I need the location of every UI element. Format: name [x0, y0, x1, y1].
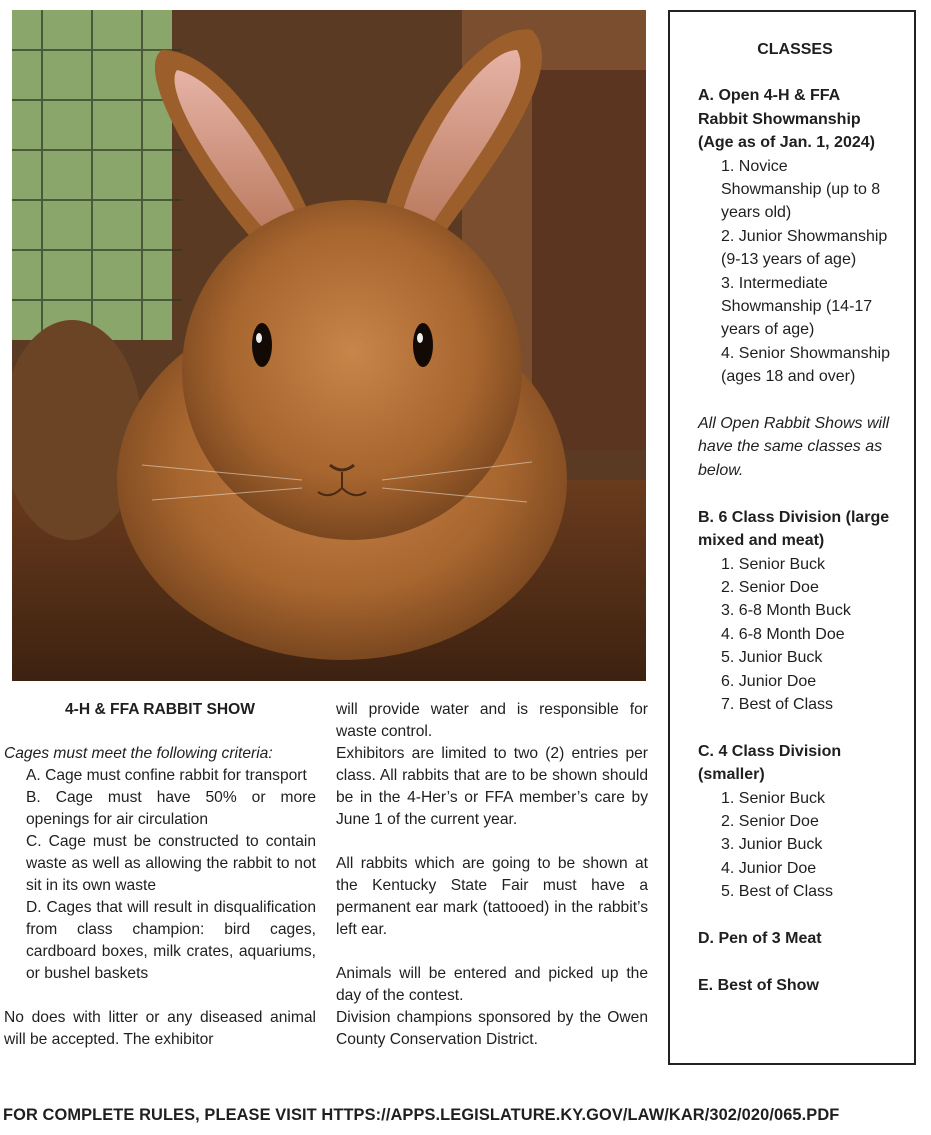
pickup-paragraph: Animals will be entered and picked up the day of the contest. — [336, 965, 648, 1004]
class-item: 2. Senior Doe — [721, 812, 819, 830]
classes-box — [668, 10, 916, 1065]
criteria-item: B. Cage must have 50% or more openings for air circulation — [26, 789, 316, 828]
open-shows-note: All Open Rabbit Shows will have the same classes as below. — [698, 415, 890, 479]
class-item: 1. Senior Buck — [721, 555, 826, 573]
class-item: 2. Junior Showmanship (9-13 years of age) — [721, 227, 888, 269]
criteria-item: D. Cages that will result in disqualification from class champion: bird cages, cardboard boxes, milk crates, aquariums, or bushel baskets — [26, 899, 316, 982]
show-title: 4-H & FFA RABBIT SHOW — [64, 701, 255, 718]
rabbit-show-left-column — [4, 699, 316, 1051]
criteria-list — [4, 765, 316, 985]
sponsor-paragraph: Division champions sponsored by the Owen County Conservation District. — [336, 1009, 648, 1048]
rabbit-photo-icon — [12, 10, 646, 681]
classes-title: CLASSES — [757, 41, 833, 58]
ear-mark-paragraph: All rabbits which are going to be shown at the Kentucky State Fair must have a permanent ear mark (tattooed) in the rabbit’s left ear. — [336, 855, 648, 938]
class-item: 3. Junior Buck — [721, 836, 823, 854]
criteria-intro: Cages must meet the following criteria: — [4, 745, 273, 762]
class-item: 3. Intermediate Showmanship (14-17 years of age) — [721, 274, 873, 339]
rabbit-photo — [12, 10, 646, 681]
section-b-heading: B. 6 Class Division (large mixed and meat) — [698, 508, 890, 550]
section-d-heading: D. Pen of 3 Meat — [698, 929, 822, 947]
class-item: 4. 6-8 Month Doe — [721, 625, 845, 643]
class-item: 4. Junior Doe — [721, 859, 817, 877]
rabbit-show-right-column — [336, 699, 648, 1051]
class-item: 6. Junior Doe — [721, 672, 817, 690]
section-e-heading: E. Best of Show — [698, 976, 819, 994]
class-item: 1. Novice Showmanship (up to 8 years old) — [721, 157, 881, 222]
class-item: 5. Junior Buck — [721, 649, 823, 667]
class-item: 2. Senior Doe — [721, 578, 819, 596]
criteria-item: C. Cage must be constructed to contain waste as well as allowing the rabbit to not sit in its own waste — [26, 833, 316, 894]
class-item: 5. Best of Class — [721, 883, 834, 901]
class-item: 4. Senior Showmanship (ages 18 and over) — [721, 344, 890, 386]
class-item: 3. 6-8 Month Buck — [721, 602, 851, 620]
continuation-paragraph: will provide water and is responsible for waste control. — [336, 701, 648, 740]
rules-footer: FOR COMPLETE RULES, PLEASE VISIT HTTPS://APPS.LEGISLATURE.KY.GOV/LAW/KAR/302/020/065.PDF — [3, 1106, 840, 1124]
entries-limit-paragraph: Exhibitors are limited to two (2) entries per class. All rabbits that are to be shown should be in the 4-Her’s or FFA member’s care by June 1 of the current year. — [336, 745, 648, 828]
criteria-item: A. Cage must confine rabbit for transport — [26, 767, 307, 784]
class-item: 1. Senior Buck — [721, 789, 826, 807]
section-c-heading: C. 4 Class Division (smaller) — [698, 742, 842, 784]
section-a-heading: A. Open 4-H & FFA Rabbit Showmanship (Age as of Jan. 1, 2024) — [698, 87, 875, 152]
class-item: 7. Best of Class — [721, 695, 834, 713]
no-does-paragraph: No does with litter or any diseased animal will be accepted. The exhibitor — [4, 1009, 316, 1048]
